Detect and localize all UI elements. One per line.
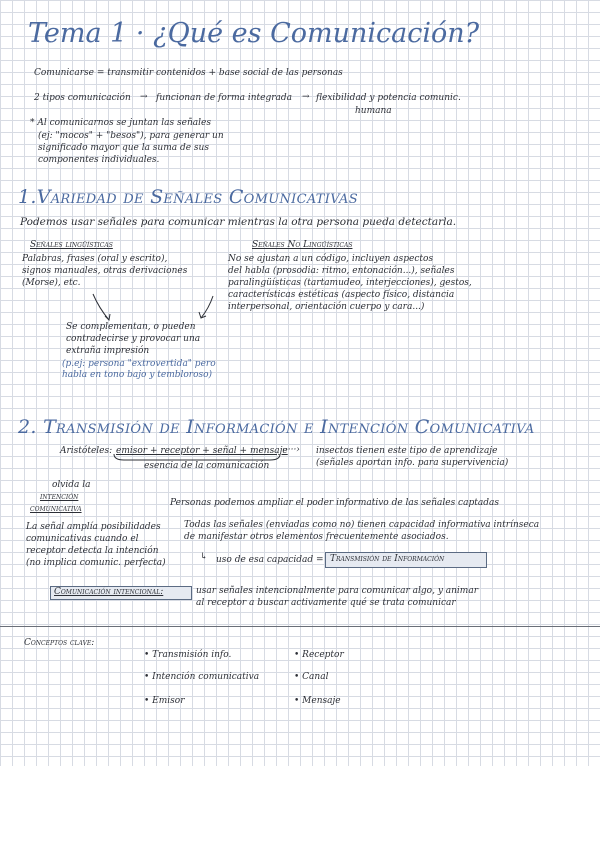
arrow-icon: →: [140, 92, 148, 102]
intro-human: humana: [355, 106, 392, 116]
nonlinguistic-line-2: del habla (prosodia: ritmo, entonación...), señales: [228, 266, 455, 276]
nonlinguistic-line-5: interpersonal, orientación cuerpo y cara...): [228, 302, 425, 312]
essence-label: esencia de la comunicación: [144, 461, 270, 471]
corner-arrow-icon: ↳: [200, 552, 208, 562]
divider: [0, 626, 600, 627]
linguistic-line-1: Palabras, frases (oral y escrito),: [22, 254, 168, 264]
page-title: Tema 1 · ¿Qué es Comunicación?: [28, 18, 480, 49]
example-line-1: (p.ej: persona "extrovertida" pero: [62, 359, 216, 369]
intention-label-2: comunicativa: [30, 504, 82, 514]
aristotle-label: Aristóteles:: [60, 446, 113, 456]
nonlinguistic-line-1: No se ajustan a un código, incluyen aspectos: [228, 254, 434, 264]
section1-heading: 1.Variedad de Señales Comunicativas: [18, 186, 358, 208]
concept-item: • Receptor: [294, 650, 344, 660]
nonlinguistic-line-4: características estéticas (aspecto físico, distancia: [228, 290, 455, 300]
insects-line-2: (señales aportan info. para supervivencia): [316, 458, 509, 468]
use-capacity-label: uso de esa capacidad =: [216, 555, 324, 565]
amplify-statement: Personas podemos ampliar el poder informativo de las señales captadas: [170, 498, 499, 508]
intentional-text-1: usar señales intencionalmente para comunicar algo, y animar: [196, 586, 479, 596]
communication-formula: emisor + receptor + señal + mensaje: [116, 446, 288, 456]
dotted-arrow-icon: ·····›: [282, 445, 300, 455]
concept-item: • Canal: [294, 672, 329, 682]
intention-label-1: intención: [40, 492, 79, 502]
intro-types: 2 tipos comunicación: [34, 93, 131, 103]
nonlinguistic-signals-title: Señales No Lingüísticas: [252, 240, 353, 250]
complement-line-1: Se complementan, o pueden: [66, 322, 196, 332]
all-signals-1: Todas las señales (enviadas como no) tienen capacidad informativa intrínseca: [184, 520, 540, 530]
example-line-2: habla en tono bajo y tembloroso): [62, 370, 213, 380]
intro-flexibility: flexibilidad y potencia comunic.: [316, 93, 461, 103]
intro-note-3: significado mayor que la suma de sus: [38, 143, 209, 153]
intentional-label: Comunicación intencional:: [54, 587, 164, 597]
section2-heading: 2. Transmisión de Información e Intención Comunicativa: [18, 416, 535, 438]
intro-note-4: componentes individuales.: [38, 155, 160, 165]
key-concepts-label: Conceptos clave:: [24, 638, 95, 648]
converging-arrows-icon: [85, 292, 225, 326]
concept-item: • Intención comunicativa: [144, 672, 260, 682]
concept-item: • Transmisión info.: [144, 650, 232, 660]
intentional-text-2: al receptor a buscar activamente qué se trata comunicar: [196, 598, 456, 608]
linguistic-signals-title: Señales lingüísticas: [30, 240, 113, 250]
concept-item: • Mensaje: [294, 696, 341, 706]
left-note-4: (no implica comunic. perfecta): [26, 558, 166, 568]
left-note-2: comunicativas cuando el: [26, 534, 139, 544]
transmission-box-label: Transmisión de Información: [330, 554, 445, 564]
concept-item: • Emisor: [144, 696, 185, 706]
complement-line-2: contradecirse y provocar una: [66, 334, 201, 344]
intro-integrated: funcionan de forma integrada: [156, 93, 293, 103]
linguistic-line-3: (Morse), etc.: [22, 278, 81, 288]
intro-definition: Comunicarse = transmitir contenidos + base social de las personas: [34, 68, 343, 78]
all-signals-2: de manifestar otros elementos frecuentemente asociados.: [184, 532, 449, 542]
linguistic-line-2: signos manuales, otras derivaciones: [22, 266, 188, 276]
complement-line-3: extraña impresión: [66, 346, 150, 356]
intro-note-1: * Al comunicarnos se juntan las señales: [30, 118, 211, 128]
left-note-1: La señal amplía posibilidades: [26, 522, 161, 532]
intro-note-2: (ej: "mocos" + "besos"), para generar un: [38, 131, 224, 141]
left-note-3: receptor detecta la intención: [26, 546, 159, 556]
insects-line-1: insectos tienen este tipo de aprendizaje: [316, 446, 498, 456]
nonlinguistic-line-3: paralingüísticas (tartamudeo, interjecciones), gestos,: [228, 278, 472, 288]
section1-lead: Podemos usar señales para comunicar mientras la otra persona pueda detectarla.: [20, 216, 457, 228]
forgot-label: olvida la: [52, 480, 91, 490]
arrow-icon: →: [302, 92, 310, 102]
